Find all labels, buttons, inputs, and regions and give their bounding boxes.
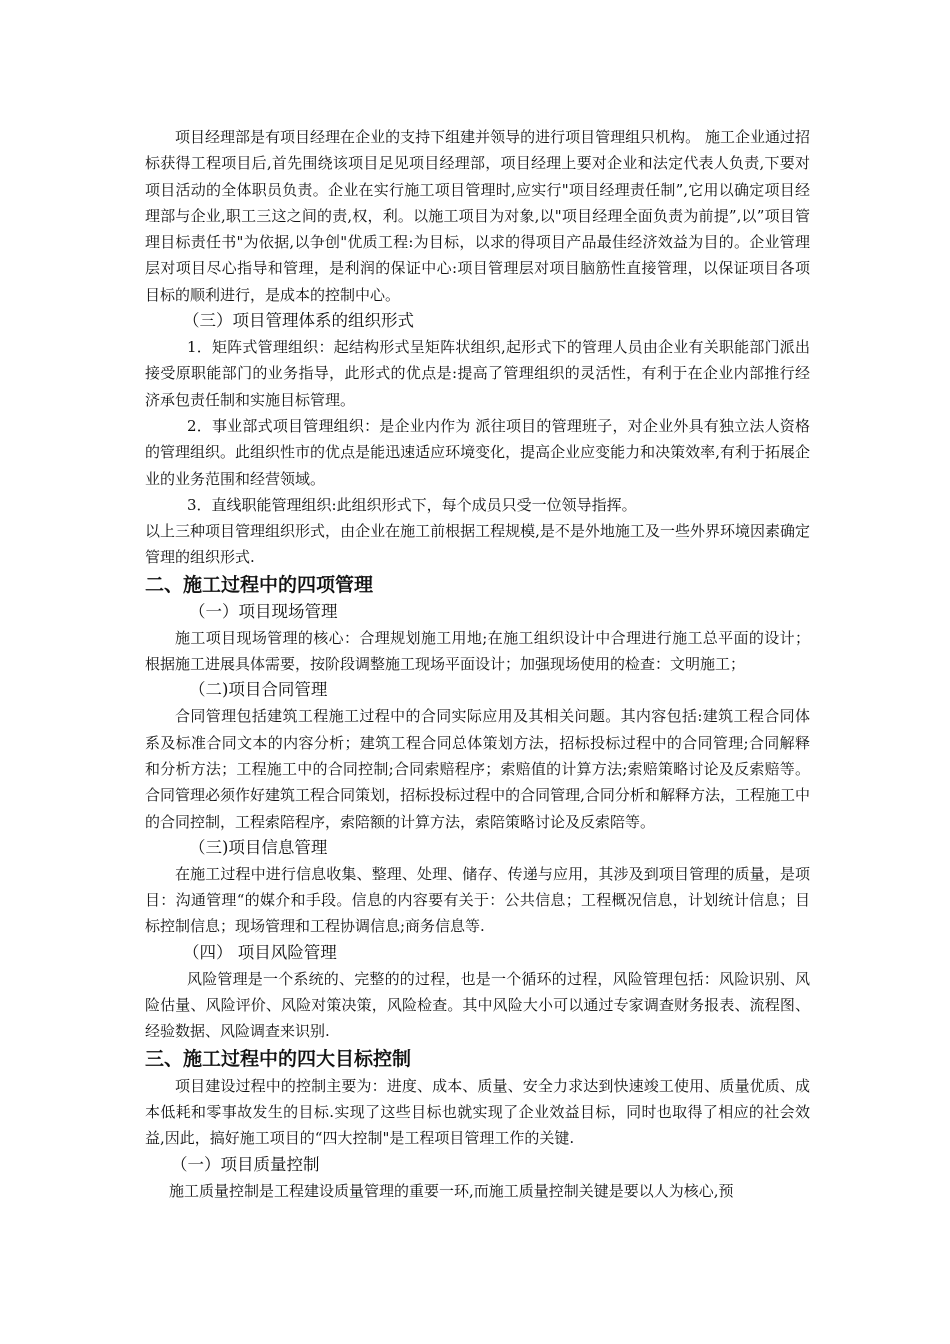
paragraph-contract-management: 合同管理包括建筑工程施工过程中的合同实际应用及其相关问题。其内容包括:建筑工程合同体系及标准合同文本的内容分析；建筑工程合同总体策划方法，招标投标过程中的合同管理;合同解释和分析方法；工程施工中的合同控制;合同索赔程序；索赔值的计算方法;索赔策略讨论及反索赔等。合同管理必须作好建筑工程合同策划，招标投标过程中的合同管理,合同分析和解释方法，工程施工中的合同控制，工程索陪程序，索陪额的计算方法，索陪策略讨论及反索陪等。 bbox=[145, 707, 810, 831]
paragraph-quality-control: 施工质量控制是工程建设质量管理的重要一环,而施工质量控制关键是要以人为核心,预 bbox=[169, 1181, 734, 1200]
subheading-quality-control: （一）项目质量控制 bbox=[171, 1154, 320, 1174]
paragraph-information-management: 在施工过程中进行信息收集、整理、处理、储存、传递与应用，其涉及到项目管理的质量，是项目：沟通管理“的媒介和手段。信息的内容要有关于：公共信息；工程概况信息，计划统计信息；目标控制信息；现场管理和工程协调信息;商务信息等. bbox=[145, 864, 810, 936]
subheading-information-management: （三)项目信息管理 bbox=[189, 837, 328, 857]
paragraph-line-function-organization: 3．直线职能管理组织:此组织形式下，每个成员只受一位领导指挥。 bbox=[187, 495, 637, 514]
paragraph-site-management: 施工项目现场管理的核心：合理规划施工用地;在施工组织设计中合理进行施工总平面的设计；根据施工进展具体需要，按阶段调整施工现场平面设计；加强现场使用的检查：文明施工； bbox=[145, 628, 810, 674]
subheading-risk-management: （四） 项目风险管理 bbox=[183, 942, 337, 962]
document-body bbox=[145, 124, 810, 1204]
subheading-contract-management: （二)项目合同管理 bbox=[189, 680, 328, 700]
section-heading-four-targets: 三、施工过程中的四大目标控制 bbox=[145, 1047, 412, 1070]
paragraph-risk-management: 风险管理是一个系统的、完整的的过程，也是一个循环的过程，风险管理包括：风险识别、风险估量、风险评价、风险对策决策，风险检查。其中风险大小可以通过专家调查财务报表、流程图、经验数据、风险调查来识别. bbox=[145, 969, 810, 1041]
paragraph-control-targets: 项目建设过程中的控制主要为：进度、成本、质量、安全力求达到快速竣工使用、质量优质、成本低耗和零事故发生的目标.实现了这些目标也就实现了企业效益目标，同时也取得了相应的社会效益,因此，搞好施工项目的“四大控制"是工程项目管理工作的关键. bbox=[145, 1076, 810, 1148]
paragraph-project-department: 项目经理部是有项目经理在企业的支持下组建并领导的进行项目管理组只机构。 施工企业通过招标获得工程项目后,首先围绕该项目足见项目经理部，项目经理上要对企业和法定代表人负责,下要对项目活动的全体职员负责。企业在实行施工项目管理时,应实行"项目经理责任制”,它用以确定项目经理部与企业,职工三这之间的责,权，利。以施工项目为对象,以"项目经理全面负责为前提”,以”项目管理目标责任书"为依据,以争创"优质工程:为目标，以求的得项目产品最佳经济效益为目的。企业管理层对项目尽心指导和管理，是利润的保证中心:项目管理层对项目脑筋性直接管理，以保证项目各项目标的顺利进行，是成本的控制中心。 bbox=[145, 128, 810, 304]
subheading-site-management: （一）项目现场管理 bbox=[189, 601, 338, 621]
paragraph-three-forms-summary: 以上三种项目管理组织形式，由企业在施工前根据工程规模,是不是外地施工及一些外界环境因素确定管理的组织形式. bbox=[145, 522, 810, 567]
section-heading-four-managements: 二、施工过程中的四项管理 bbox=[145, 573, 374, 596]
paragraph-matrix-organization: 1．矩阵式管理组织：起结构形式呈矩阵状组织,起形式下的管理人员由企业有关职能部门派出接受原职能部门的业务指导，此形式的优点是:提高了管理组织的灵活性，有利于在企业内部推行经济承包责任制和实施目标管理。 bbox=[145, 338, 810, 409]
paragraph-division-organization: 2．事业部式项目管理组织：是企业内作为 派往项目的管理班子，对企业外具有独立法人资格的管理组织。此组织性市的优点是能迅速适应环境变化，提高企业应变能力和决策效率,有利于拓展企业的业务范围和经营领域。 bbox=[145, 416, 810, 488]
subheading-organization-forms: （三）项目管理体系的组织形式 bbox=[183, 311, 414, 331]
